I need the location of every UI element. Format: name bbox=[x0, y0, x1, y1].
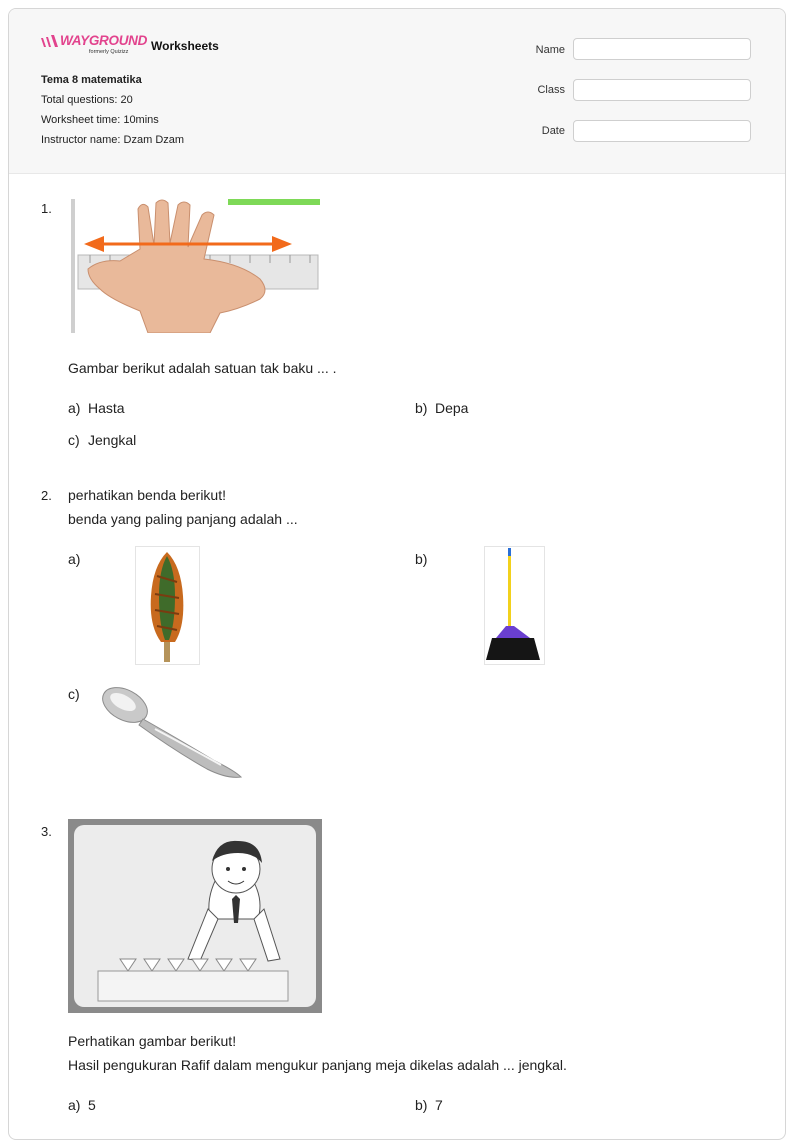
date-field[interactable] bbox=[573, 120, 751, 142]
worksheet-title: Tema 8 matematika bbox=[41, 74, 142, 86]
option-a[interactable]: a) bbox=[68, 551, 81, 567]
option-b[interactable]: b) bbox=[415, 551, 428, 567]
class-label: Class bbox=[537, 84, 565, 96]
boy-measuring-table-image bbox=[68, 819, 322, 1013]
option-a[interactable]: a) 5 bbox=[68, 1097, 96, 1113]
option-c[interactable]: c) bbox=[68, 686, 80, 702]
question-text: benda yang paling panjang adalah ... bbox=[68, 511, 298, 527]
question-text: perhatikan benda berikut! bbox=[68, 487, 226, 503]
broom-image bbox=[484, 546, 545, 665]
option-a[interactable]: a) Hasta bbox=[68, 400, 125, 416]
question-text: Hasil pengukuran Rafif dalam mengukur panjang meja dikelas adalah ... jengkal. bbox=[68, 1057, 567, 1073]
date-label: Date bbox=[541, 125, 565, 137]
option-b[interactable]: b) 7 bbox=[415, 1097, 443, 1113]
product-name: Worksheets bbox=[151, 39, 219, 53]
question-text: Gambar berikut adalah satuan tak baku ... . bbox=[68, 360, 337, 376]
worksheet bbox=[8, 8, 786, 1140]
instructor-name: Instructor name: Dzam Dzam bbox=[41, 134, 185, 146]
question-number: 3. bbox=[41, 824, 52, 839]
logo-subtitle: formerly Quizizz bbox=[89, 49, 129, 55]
wayground-logo bbox=[40, 32, 148, 60]
option-c[interactable]: c) Jengkal bbox=[68, 432, 137, 448]
total-questions: Total questions: 20 bbox=[41, 94, 133, 106]
spoon-image bbox=[95, 681, 245, 781]
worksheet-header bbox=[9, 9, 785, 174]
name-field[interactable] bbox=[573, 38, 751, 60]
logo-mark-icon bbox=[40, 34, 60, 48]
logo-wordmark: WAYGROUND bbox=[60, 33, 148, 48]
question-number: 1. bbox=[41, 201, 52, 216]
name-label: Name bbox=[535, 44, 565, 56]
class-field[interactable] bbox=[573, 79, 751, 101]
feather-duster-image bbox=[135, 546, 200, 665]
option-b[interactable]: b) Depa bbox=[415, 400, 469, 416]
worksheet-time: Worksheet time: 10mins bbox=[41, 114, 159, 126]
question-text: Perhatikan gambar berikut! bbox=[68, 1033, 237, 1049]
hand-ruler-image bbox=[70, 199, 320, 333]
question-number: 2. bbox=[41, 488, 52, 503]
